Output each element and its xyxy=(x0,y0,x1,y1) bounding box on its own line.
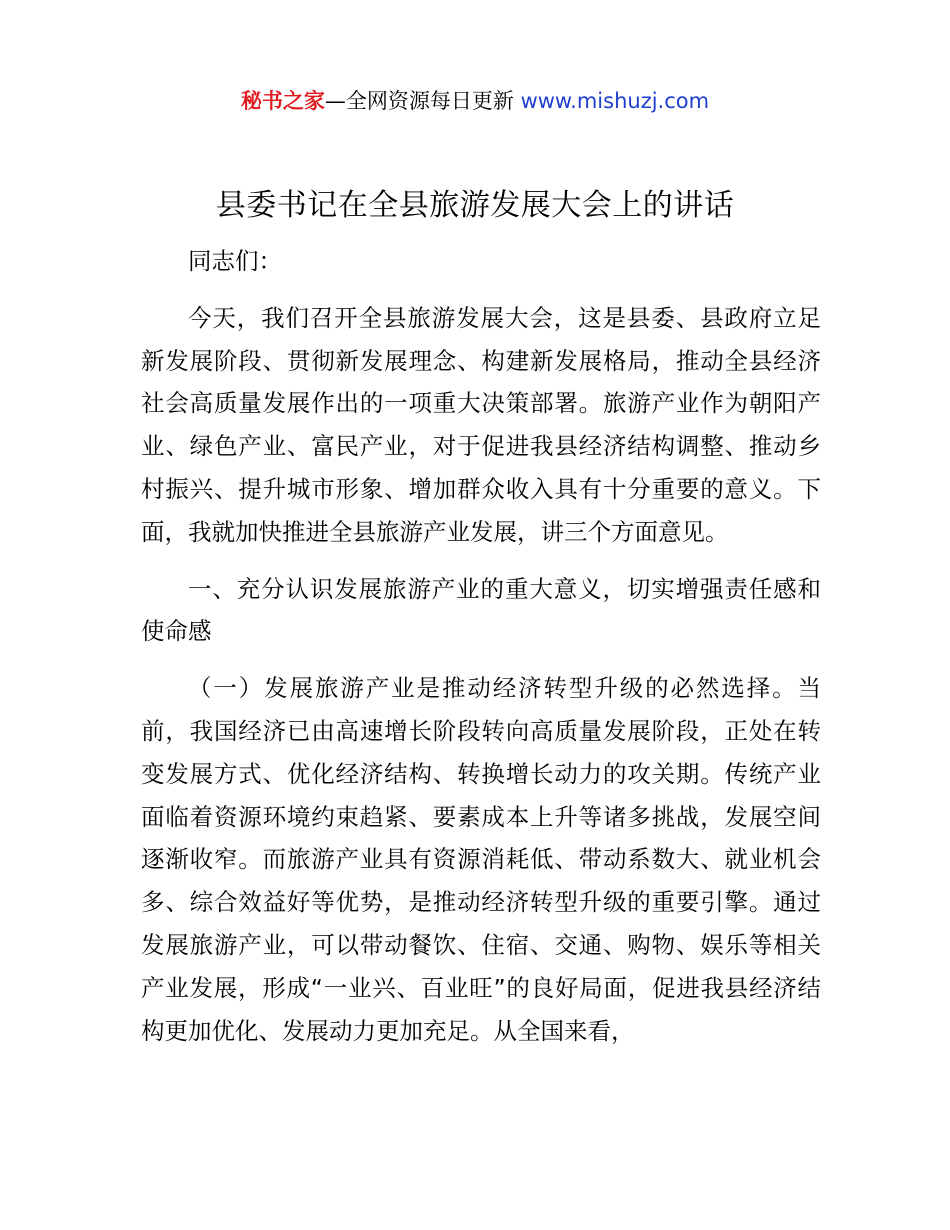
paragraph-intro: 今天，我们召开全县旅游发展大会，这是县委、县政府立足新发展阶段、贯彻新发展理念、构建新发展格局，推动全县经济社会高质量发展作出的一项重大决策部署。旅游产业作为朝阳产业、绿色产业、富民产业，对于促进我县经济结构调整、推动乡村振兴、提升城市形象、增加群众收入具有十分重要的意义。下面，我就加快推进全县旅游产业发展，讲三个方面意见。 xyxy=(141,303,821,546)
site-url-link[interactable]: www.mishuzj.com xyxy=(520,89,710,113)
document-title: 县委书记在全县旅游发展大会上的讲话 xyxy=(215,188,735,223)
salutation: 同志们： xyxy=(188,247,282,275)
document-body xyxy=(141,240,821,1052)
brand-name: 秘书之家 xyxy=(240,89,325,113)
site-header xyxy=(0,86,950,116)
header-tagline: —全网资源每日更新 xyxy=(324,89,521,113)
section-heading-1: 一、充分认识发展旅游产业的重大意义，切实增强责任感和使命感 xyxy=(141,574,821,646)
paragraph-subsection-1: （一）发展旅游产业是推动经济转型升级的必然选择。当前，我国经济已由高速增长阶段转向高质量发展阶段，正处在转变发展方式、优化经济结构、转换增长动力的攻关期。传统产业面临着资源环境约束趋紧、要素成本上升等诸多挑战，发展空间逐渐收窄。而旅游产业具有资源消耗低、带动系数大、就业机会多、综合效益好等优势，是推动经济转型升级的重要引擎。通过发展旅游产业，可以带动餐饮、住宿、交通、购物、娱乐等相关产业发展，形成“一业兴、百业旺”的良好局面，促进我县经济结构更加优化、发展动力更加充足。从全国来看， xyxy=(141,674,821,1045)
